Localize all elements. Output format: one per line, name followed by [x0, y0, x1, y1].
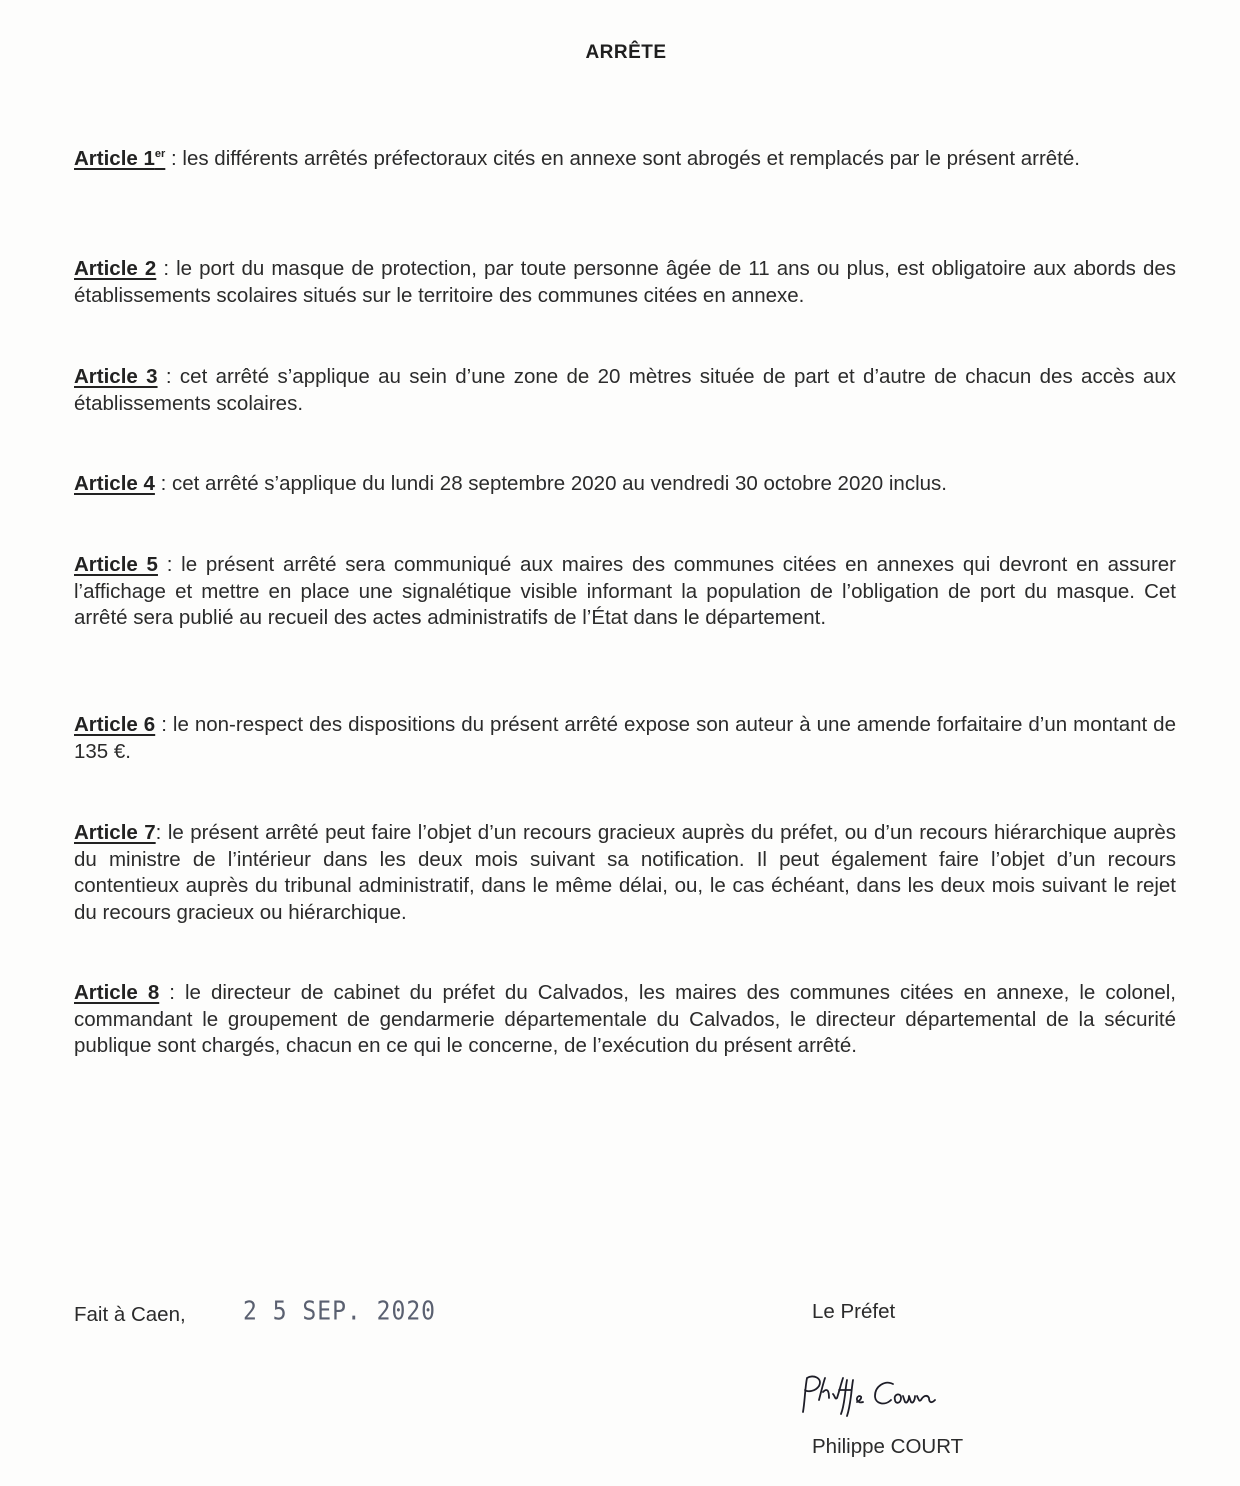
- article-4: Article 4 : cet arrêté s’applique du lundi 28 septembre 2020 au vendredi 30 octobre 2020 inclus.: [74, 472, 947, 495]
- article-label: Article 1er: [74, 147, 166, 170]
- signatory-name: Philippe COURT: [812, 1435, 964, 1458]
- article-8: Article 8 : le directeur de cabinet du préfet du Calvados, les maires des communes citées en annexe, le colonel, commandant le groupement de gendarmerie départementale du Calvados, le directeur départemental de la sécurité publique sont chargés, chacun en ce qui le concerne, de l’exécution du présent arrêté.: [74, 981, 1176, 1057]
- handwritten-signature: [795, 1370, 965, 1420]
- article-6: Article 6 : le non-respect des dispositions du présent arrêté expose son auteur à une amende forfaitaire d’un montant de 135 €.: [74, 713, 1176, 763]
- article-text: le présent arrêté peut faire l’objet d’un recours gracieux auprès du préfet, ou d’un recours hiérarchique auprès du ministre de l’intérieur dans les deux mois suivant sa notification. Il peut également faire l’objet d’un recours contentieux auprès du tribunal administratif, dans le même délai, ou, le cas échéant, dans les deux mois suivant le rejet du recours gracieux ou hiérarchique.: [74, 821, 1176, 924]
- article-text: le présent arrêté sera communiqué aux maires des communes citées en annexes qui devront en assurer l’affichage et mettre en place une signalétique visible informant la population de l’obligation de port du masque. Cet arrêté sera publié au recueil des actes administratifs de l’État dans le département.: [74, 553, 1177, 629]
- article-label: Article 7: [74, 821, 156, 844]
- article-label: Article 5: [74, 553, 158, 576]
- article-label: Article 4: [74, 472, 155, 495]
- document-title: ARRÊTE: [585, 42, 667, 63]
- article-5: Article 5 : le présent arrêté sera communiqué aux maires des communes citées en annexes qui devront en assurer l’affichage et mettre en place une signalétique visible informant la population de l’obligation de port du masque. Cet arrêté sera publié au recueil des actes administratifs de l’État dans le département.: [74, 553, 1177, 629]
- article-label: Article 8: [74, 981, 160, 1004]
- article-2: Article 2 : le port du masque de protection, par toute personne âgée de 11 ans ou plus, est obligatoire aux abords des établissements scolaires situés sur le territoire des communes citées en annexe.: [74, 257, 1176, 307]
- article-1: Article 1er : les différents arrêtés préfectoraux cités en annexe sont abrogés et remplacés par le présent arrêté.: [74, 147, 1080, 170]
- article-label: Article 6: [74, 713, 156, 736]
- article-3: Article 3 : cet arrêté s’applique au sein d’une zone de 20 mètres située de part et d’autre de chacun des accès aux établissements scolaires.: [74, 365, 1176, 415]
- article-text: cet arrêté s’applique du lundi 28 septembre 2020 au vendredi 30 octobre 2020 inclus.: [172, 472, 947, 495]
- article-text: le non-respect des dispositions du présent arrêté expose son auteur à une amende forfaitaire d’un montant de 135 €.: [74, 713, 1176, 763]
- article-text: le directeur de cabinet du préfet du Calvados, les maires des communes citées en annexe, le colonel, commandant le groupement de gendarmerie départementale du Calvados, le directeur départemental de la sécurité publique sont chargés, chacun en ce qui le concerne, de l’exécution du présent arrêté.: [74, 981, 1176, 1057]
- article-label: Article 3: [74, 365, 158, 388]
- place-of-signature: Fait à Caen,: [74, 1303, 186, 1326]
- article-text: les différents arrêtés préfectoraux cités en annexe sont abrogés et remplacés par le présent arrêté.: [182, 147, 1080, 170]
- article-label: Article 2: [74, 257, 157, 280]
- signatory-role: Le Préfet: [812, 1300, 896, 1323]
- article-7: Article 7: le présent arrêté peut faire l’objet d’un recours gracieux auprès du préfet, ou d’un recours hiérarchique auprès du ministre de l’intérieur dans les deux mois suivant sa notification. Il peut également faire l’objet d’un recours contentieux auprès du tribunal administratif, dans le même délai, ou, le cas échéant, dans les deux mois suivant le rejet du recours gracieux ou hiérarchique.: [74, 821, 1176, 924]
- article-text: le port du masque de protection, par toute personne âgée de 11 ans ou plus, est obligatoire aux abords des établissements scolaires situés sur le territoire des communes citées en annexe.: [74, 257, 1176, 307]
- date-stamp: 2 5 SEP. 2020: [243, 1297, 437, 1327]
- article-text: cet arrêté s’applique au sein d’une zone de 20 mètres située de part et d’autre de chacun des accès aux établissements scolaires.: [74, 365, 1176, 415]
